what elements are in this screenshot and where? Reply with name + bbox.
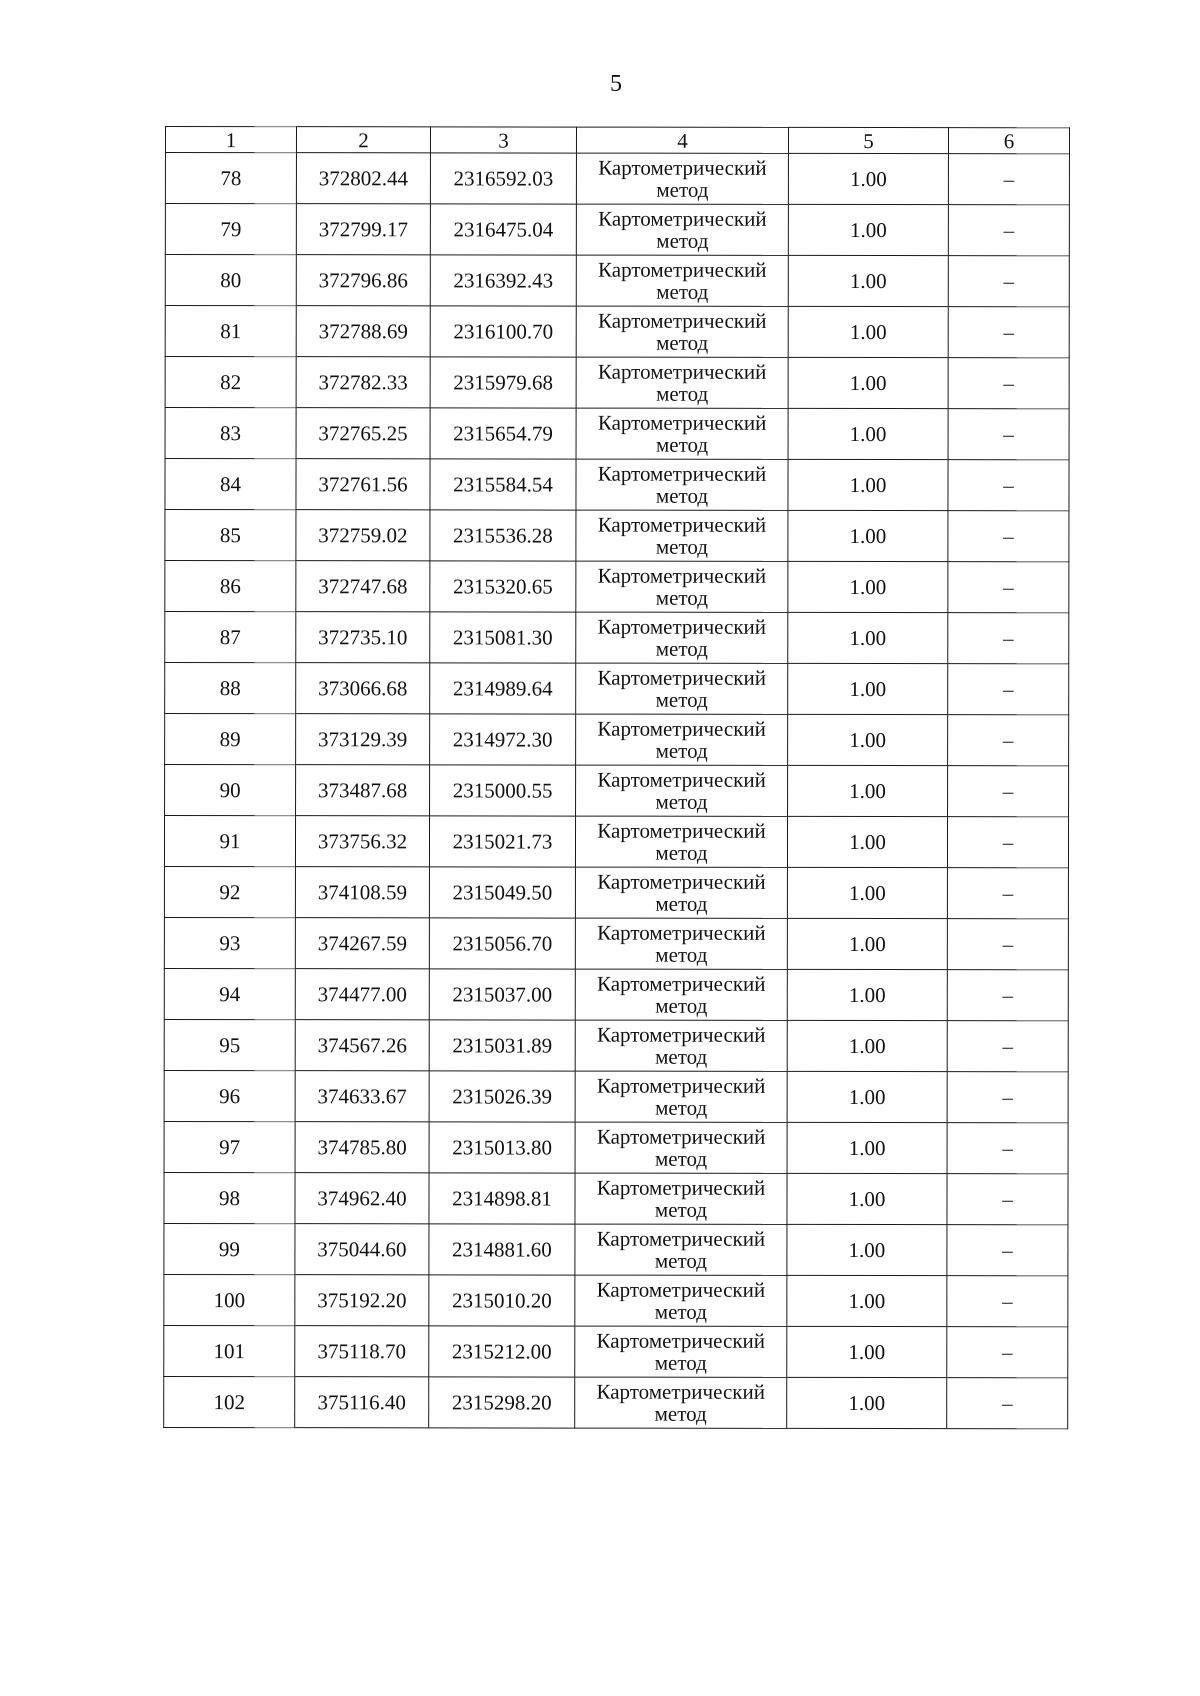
y-coordinate-cell: 2316392.43 — [430, 255, 576, 306]
method-line-2: метод — [655, 789, 708, 814]
method-line-2: метод — [654, 1197, 708, 1222]
x-coordinate-cell: 373756.32 — [295, 816, 429, 867]
x-coordinate-cell: 372761.56 — [296, 459, 430, 510]
table-body — [164, 153, 1070, 1429]
note-cell: – — [948, 409, 1069, 460]
table-row — [165, 510, 1069, 562]
method-line-2: метод — [655, 993, 708, 1018]
method-cell — [576, 612, 788, 663]
point-number-cell: 83 — [165, 408, 296, 459]
table-row — [165, 612, 1069, 664]
point-number-cell: 91 — [164, 816, 295, 867]
table-row — [165, 306, 1069, 358]
point-number-cell: 101 — [164, 1325, 295, 1376]
y-coordinate-cell: 2315584.54 — [430, 459, 576, 510]
table-row — [164, 1172, 1068, 1224]
method-line-2: метод — [655, 738, 708, 763]
note-cell: – — [948, 154, 1069, 205]
method-cell — [575, 1122, 787, 1173]
note-cell: – — [947, 1276, 1068, 1327]
x-coordinate-cell: 375116.40 — [295, 1377, 429, 1428]
y-coordinate-cell: 2314898.81 — [429, 1173, 575, 1224]
x-coordinate-cell: 374567.26 — [295, 1020, 429, 1071]
method-line-1: Картометрический — [597, 512, 767, 537]
y-coordinate-cell: 2315212.00 — [429, 1326, 575, 1377]
note-cell: – — [948, 358, 1069, 409]
note-cell: – — [947, 1072, 1068, 1123]
method-line-2: метод — [655, 687, 708, 712]
method-line-2: метод — [655, 891, 708, 916]
method-line-1: Картометрический — [598, 155, 767, 180]
method-line-1: Картометрический — [596, 1277, 766, 1302]
note-cell: – — [948, 715, 1069, 766]
x-coordinate-cell: 372799.17 — [296, 204, 430, 255]
accuracy-cell: 1.00 — [787, 1122, 947, 1173]
table-row — [165, 408, 1069, 460]
x-coordinate-cell: 374267.59 — [295, 918, 429, 969]
accuracy-cell: 1.00 — [787, 867, 947, 918]
x-coordinate-cell: 372782.33 — [296, 357, 430, 408]
method-line-2: метод — [655, 840, 708, 865]
note-cell: – — [947, 1225, 1068, 1276]
point-number-cell: 97 — [164, 1121, 295, 1172]
method-line-1: Картометрический — [598, 257, 767, 282]
x-coordinate-cell: 374785.80 — [295, 1122, 429, 1173]
method-cell — [576, 204, 788, 255]
table-row — [164, 816, 1068, 868]
accuracy-cell: 1.00 — [787, 918, 947, 969]
method-line-1: Картометрический — [597, 359, 767, 384]
method-cell — [576, 306, 788, 357]
x-coordinate-cell: 372788.69 — [296, 306, 430, 357]
table-row — [164, 1019, 1068, 1071]
y-coordinate-cell: 2315056.70 — [429, 918, 575, 969]
method-line-1: Картометрический — [597, 665, 766, 690]
x-coordinate-cell: 375192.20 — [295, 1275, 429, 1326]
point-number-cell: 84 — [165, 459, 296, 510]
x-coordinate-cell: 375118.70 — [295, 1326, 429, 1377]
note-cell: – — [948, 205, 1069, 256]
point-number-cell: 90 — [165, 765, 296, 816]
method-line-1: Картометрический — [596, 1328, 766, 1353]
method-line-1: Картометрический — [597, 563, 767, 588]
table-row — [164, 1121, 1068, 1173]
x-coordinate-cell: 372802.44 — [296, 153, 430, 204]
y-coordinate-cell: 2315013.80 — [429, 1122, 575, 1173]
accuracy-cell: 1.00 — [788, 408, 948, 459]
accuracy-cell: 1.00 — [788, 204, 948, 255]
method-line-2: метод — [655, 534, 708, 559]
method-line-1: Картометрический — [597, 614, 767, 639]
method-cell — [575, 816, 787, 867]
point-number-cell: 89 — [165, 714, 296, 765]
column-header-6: 6 — [948, 128, 1069, 154]
method-line-2: метод — [656, 279, 709, 304]
point-number-cell: 92 — [164, 867, 295, 918]
x-coordinate-cell: 372796.86 — [296, 255, 430, 306]
method-cell — [576, 459, 788, 510]
point-number-cell: 80 — [165, 255, 296, 306]
coordinates-table — [163, 126, 1070, 1429]
x-coordinate-cell: 372765.25 — [296, 408, 430, 459]
table-row — [165, 663, 1069, 715]
page-number: 5 — [610, 71, 622, 97]
note-cell: – — [948, 307, 1069, 358]
accuracy-cell: 1.00 — [787, 1020, 947, 1071]
table-row — [165, 714, 1069, 766]
method-cell — [576, 408, 788, 459]
accuracy-cell: 1.00 — [788, 357, 948, 408]
point-number-cell: 94 — [164, 968, 295, 1019]
point-number-cell: 93 — [164, 917, 295, 968]
x-coordinate-cell: 374477.00 — [295, 969, 429, 1020]
accuracy-cell: 1.00 — [787, 1173, 947, 1224]
method-line-2: метод — [655, 483, 709, 508]
accuracy-cell: 1.00 — [787, 1071, 947, 1122]
method-cell — [576, 714, 788, 765]
method-line-1: Картометрический — [596, 1226, 766, 1251]
table-row — [165, 357, 1069, 409]
accuracy-cell: 1.00 — [787, 1275, 947, 1326]
y-coordinate-cell: 2316592.03 — [430, 153, 576, 204]
column-header-5: 5 — [788, 127, 948, 153]
note-cell: – — [948, 664, 1069, 715]
method-line-1: Картометрический — [597, 461, 767, 486]
y-coordinate-cell: 2315081.30 — [430, 612, 576, 663]
point-number-cell: 98 — [164, 1172, 295, 1223]
method-line-1: Картометрический — [597, 818, 766, 843]
note-cell: – — [948, 766, 1069, 817]
method-cell — [575, 1020, 787, 1071]
x-coordinate-cell: 374633.67 — [295, 1071, 429, 1122]
method-line-2: метод — [656, 381, 709, 406]
note-cell: – — [947, 868, 1068, 919]
x-coordinate-cell: 373066.68 — [296, 663, 430, 714]
point-number-cell: 95 — [164, 1019, 295, 1070]
method-line-1: Картометрический — [597, 716, 766, 741]
point-number-cell: 96 — [164, 1070, 295, 1121]
method-line-1: Картометрический — [597, 920, 766, 945]
y-coordinate-cell: 2316475.04 — [430, 204, 576, 255]
method-line-1: Картометрический — [597, 308, 767, 333]
method-line-2: метод — [656, 330, 709, 355]
note-cell: – — [947, 1123, 1068, 1174]
table-row — [165, 204, 1069, 256]
accuracy-cell: 1.00 — [787, 969, 947, 1020]
point-number-cell: 79 — [165, 204, 296, 255]
y-coordinate-cell: 2315049.50 — [429, 867, 575, 918]
method-line-1: Картометрический — [596, 1073, 766, 1098]
column-header-1: 1 — [165, 127, 296, 153]
method-cell — [576, 663, 788, 714]
table-row — [165, 459, 1069, 511]
table-header-row — [165, 127, 1069, 154]
note-cell: – — [947, 1174, 1068, 1225]
method-line-2: метод — [654, 1248, 707, 1273]
y-coordinate-cell: 2314989.64 — [430, 663, 576, 714]
method-line-2: метод — [655, 942, 708, 967]
table-row — [164, 1325, 1068, 1377]
y-coordinate-cell: 2315031.89 — [429, 1020, 575, 1071]
accuracy-cell: 1.00 — [788, 459, 948, 510]
point-number-cell: 88 — [165, 663, 296, 714]
accuracy-cell: 1.00 — [788, 663, 948, 714]
y-coordinate-cell: 2315536.28 — [430, 510, 576, 561]
table-row — [164, 968, 1068, 1020]
accuracy-cell: 1.00 — [788, 510, 948, 561]
point-number-cell: 85 — [165, 510, 296, 561]
accuracy-cell: 1.00 — [787, 1326, 947, 1377]
x-coordinate-cell: 374962.40 — [295, 1173, 429, 1224]
method-cell — [575, 1071, 787, 1122]
method-cell — [575, 969, 787, 1020]
method-cell — [576, 510, 788, 561]
note-cell: – — [947, 1021, 1068, 1072]
accuracy-cell: 1.00 — [788, 306, 948, 357]
y-coordinate-cell: 2315026.39 — [429, 1071, 575, 1122]
table-row — [164, 867, 1068, 919]
method-line-1: Картометрический — [596, 1175, 766, 1200]
x-coordinate-cell: 373487.68 — [296, 765, 430, 816]
x-coordinate-cell: 375044.60 — [295, 1224, 429, 1275]
method-line-1: Картометрический — [597, 869, 766, 894]
method-line-1: Картометрический — [596, 1022, 766, 1047]
method-line-1: Картометрический — [596, 1379, 765, 1404]
method-cell — [575, 867, 787, 918]
accuracy-cell: 1.00 — [788, 612, 948, 663]
accuracy-cell: 1.00 — [787, 1224, 947, 1275]
method-line-2: метод — [654, 1350, 707, 1375]
method-cell — [576, 255, 788, 306]
y-coordinate-cell: 2315654.79 — [430, 408, 576, 459]
x-coordinate-cell: 373129.39 — [296, 714, 430, 765]
method-cell — [575, 1275, 787, 1326]
table-row — [164, 1223, 1068, 1275]
point-number-cell: 87 — [165, 612, 296, 663]
accuracy-cell: 1.00 — [788, 561, 948, 612]
method-line-1: Картометрический — [598, 206, 767, 231]
point-number-cell: 99 — [164, 1223, 295, 1274]
table-row — [165, 255, 1069, 307]
note-cell: – — [947, 1327, 1068, 1378]
point-number-cell: 81 — [165, 306, 296, 357]
method-line-1: Картометрический — [597, 971, 766, 996]
note-cell: – — [947, 1378, 1068, 1429]
y-coordinate-cell: 2315021.73 — [429, 816, 575, 867]
y-coordinate-cell: 2314972.30 — [430, 714, 576, 765]
method-line-2: метод — [656, 228, 709, 253]
note-cell: – — [947, 970, 1068, 1021]
table-row — [164, 1376, 1068, 1428]
column-header-2: 2 — [296, 127, 430, 153]
method-line-2: метод — [654, 1299, 707, 1324]
x-coordinate-cell: 374108.59 — [295, 867, 429, 918]
method-cell — [576, 561, 788, 612]
method-line-1: Картометрический — [597, 410, 767, 435]
method-line-2: метод — [655, 432, 709, 457]
method-line-2: метод — [655, 1095, 708, 1120]
y-coordinate-cell: 2315298.20 — [429, 1377, 575, 1428]
table-row — [164, 917, 1068, 969]
method-line-2: метод — [655, 1044, 708, 1069]
note-cell: – — [948, 460, 1069, 511]
note-cell: – — [948, 562, 1069, 613]
column-header-3: 3 — [430, 127, 576, 153]
x-coordinate-cell: 372735.10 — [296, 612, 430, 663]
point-number-cell: 102 — [164, 1376, 295, 1427]
x-coordinate-cell: 372759.02 — [296, 510, 430, 561]
accuracy-cell: 1.00 — [787, 816, 947, 867]
method-cell — [575, 1224, 787, 1275]
method-cell — [575, 1173, 787, 1224]
method-cell — [576, 357, 788, 408]
method-line-2: метод — [655, 585, 708, 610]
method-cell — [576, 153, 788, 204]
y-coordinate-cell: 2315320.65 — [430, 561, 576, 612]
note-cell: – — [948, 613, 1069, 664]
method-line-2: метод — [655, 636, 708, 661]
accuracy-cell: 1.00 — [788, 765, 948, 816]
table-row — [165, 561, 1069, 613]
note-cell: – — [947, 919, 1068, 970]
y-coordinate-cell: 2315979.68 — [430, 357, 576, 408]
method-line-1: Картометрический — [597, 767, 766, 792]
y-coordinate-cell: 2315010.20 — [429, 1275, 575, 1326]
method-cell — [575, 1377, 787, 1428]
method-cell — [575, 918, 787, 969]
method-line-2: метод — [656, 177, 709, 202]
method-line-2: метод — [654, 1146, 708, 1171]
point-number-cell: 86 — [165, 561, 296, 612]
method-line-2: метод — [654, 1401, 707, 1426]
note-cell: – — [947, 817, 1068, 868]
accuracy-cell: 1.00 — [788, 714, 948, 765]
table-row — [165, 765, 1069, 817]
accuracy-cell: 1.00 — [788, 255, 948, 306]
y-coordinate-cell: 2316100.70 — [430, 306, 576, 357]
x-coordinate-cell: 372747.68 — [296, 561, 430, 612]
note-cell: – — [948, 256, 1069, 307]
point-number-cell: 100 — [164, 1274, 295, 1325]
accuracy-cell: 1.00 — [788, 153, 948, 204]
accuracy-cell: 1.00 — [787, 1377, 947, 1428]
table-row — [165, 153, 1069, 205]
method-cell — [575, 1326, 787, 1377]
y-coordinate-cell: 2315037.00 — [429, 969, 575, 1020]
y-coordinate-cell: 2314881.60 — [429, 1224, 575, 1275]
table-row — [164, 1274, 1068, 1326]
point-number-cell: 78 — [165, 153, 296, 204]
table-row — [164, 1070, 1068, 1122]
note-cell: – — [948, 511, 1069, 562]
column-header-4: 4 — [576, 127, 788, 153]
method-cell — [576, 765, 788, 816]
y-coordinate-cell: 2315000.55 — [430, 765, 576, 816]
method-line-1: Картометрический — [596, 1124, 766, 1149]
point-number-cell: 82 — [165, 357, 296, 408]
